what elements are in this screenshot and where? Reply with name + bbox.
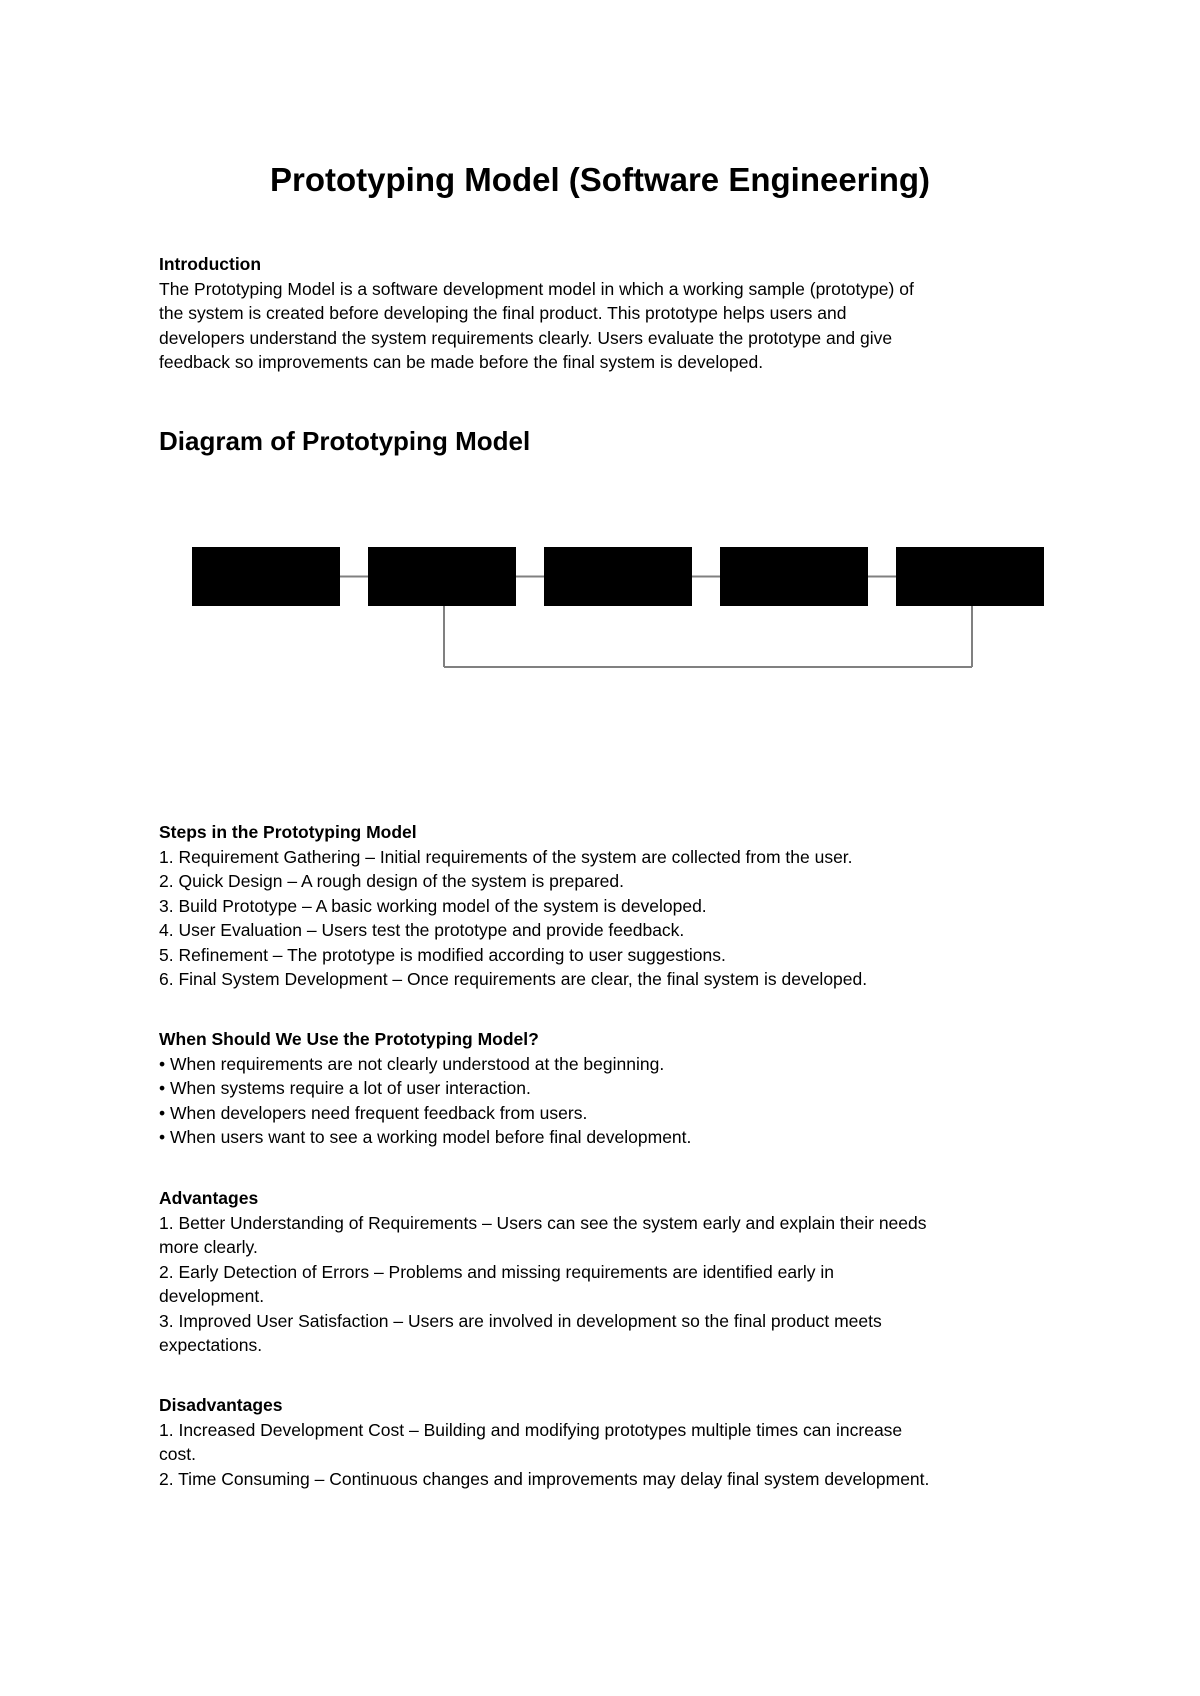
disadvantages-line: 1. Increased Development Cost – Building and modifying prototypes multiple times can increase <box>159 1419 903 1440</box>
step-item: 2. Quick Design – A rough design of the system is prepared. <box>159 871 624 891</box>
diagram-box-1 <box>192 547 340 606</box>
steps-section <box>159 820 1059 992</box>
introduction-line: the system is created before developing the final product. This prototype helps users and <box>159 303 847 323</box>
step-item: 6. Final System Development – Once requirements are clear, the final system is developed. <box>159 969 868 989</box>
step-item: 3. Build Prototype – A basic working model of the system is developed. <box>159 895 707 916</box>
advantages-line: development. <box>159 1286 265 1306</box>
diagram-box-3 <box>544 547 692 606</box>
steps-heading: Steps in the Prototyping Model <box>159 822 417 842</box>
disadvantages-line: 2. Time Consuming – Continuous changes and improvements may delay final system development. <box>159 1468 930 1489</box>
when-to-use-section <box>159 1027 1059 1150</box>
when-to-use-item: • When requirements are not clearly understood at the beginning. <box>159 1053 665 1074</box>
introduction-line: feedback so improvements can be made before the final system is developed. <box>159 352 764 372</box>
introduction-section <box>159 252 1059 375</box>
advantages-line: more clearly. <box>159 1237 258 1257</box>
introduction-line: The Prototyping Model is a software development model in which a working sample (prototype) of <box>159 278 914 299</box>
advantages-line: 3. Improved User Satisfaction – Users are involved in development so the final product meets <box>159 1310 882 1331</box>
page-title: Prototyping Model (Software Engineering) <box>270 161 930 198</box>
diagram-box-2 <box>368 547 516 606</box>
when-to-use-item: • When developers need frequent feedback from users. <box>159 1102 588 1123</box>
when-to-use-item: • When systems require a lot of user interaction. <box>159 1078 531 1098</box>
when-to-use-heading: When Should We Use the Prototyping Model? <box>159 1029 539 1049</box>
step-item: 1. Requirement Gathering – Initial requirements of the system are collected from the user. <box>159 846 853 867</box>
diagram-boxes <box>192 547 1044 606</box>
step-item: 4. User Evaluation – Users test the prototype and provide feedback. <box>159 920 685 940</box>
disadvantages-section <box>159 1393 1059 1491</box>
diagram-box-4 <box>720 547 868 606</box>
introduction-heading: Introduction <box>159 254 262 274</box>
when-to-use-item: • When users want to see a working model before final development. <box>159 1127 692 1147</box>
diagram-svg <box>192 547 1046 669</box>
advantages-line: expectations. <box>159 1335 263 1355</box>
prototyping-diagram <box>192 547 1046 669</box>
step-item: 5. Refinement – The prototype is modified according to user suggestions. <box>159 944 726 965</box>
disadvantages-heading: Disadvantages <box>159 1395 283 1415</box>
advantages-line: 1. Better Understanding of Requirements – Users can see the system early and explain their needs <box>159 1212 927 1233</box>
advantages-heading: Advantages <box>159 1188 259 1208</box>
diagram-heading: Diagram of Prototyping Model <box>159 426 531 456</box>
advantages-line: 2. Early Detection of Errors – Problems and missing requirements are identified early in <box>159 1261 835 1282</box>
diagram-box-5 <box>896 547 1044 606</box>
introduction-line: developers understand the system requirements clearly. Users evaluate the prototype and give <box>159 327 893 348</box>
advantages-section <box>159 1186 1059 1358</box>
disadvantages-line: cost. <box>159 1444 196 1464</box>
